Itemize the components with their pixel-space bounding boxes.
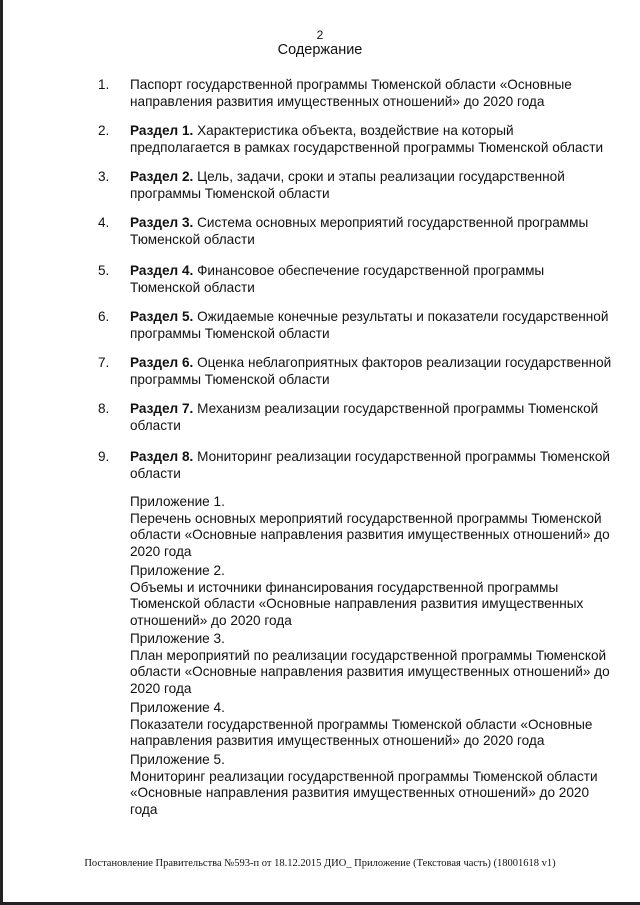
appendix-4: [130, 700, 610, 750]
toc-item-text: Раздел 3. Система основных мероприятий государственной программы Тюменской области: [130, 215, 589, 247]
toc-item-text: Раздел 8. Мониторинг реализации государственной программы Тюменской области: [130, 449, 611, 481]
appendix-2: [130, 563, 610, 629]
toc-item-number: 1.: [98, 77, 110, 92]
toc-item-text: Раздел 5. Ожидаемые конечные результаты и показатели государственной программы Тюменской области: [130, 309, 609, 341]
toc-item-number: 9.: [98, 449, 110, 464]
toc-item-number: 4.: [98, 215, 110, 230]
section-label: Раздел 5.: [130, 309, 194, 324]
toc-item-text: Раздел 4. Финансовое обеспечение государственной программы Тюменской области: [130, 263, 545, 295]
toc-item-number: 6.: [98, 309, 110, 324]
appendix-label: Приложение 3.: [130, 631, 225, 646]
toc-item-number: 2.: [98, 123, 110, 138]
appendix-5: [130, 752, 610, 818]
appendix-3: [130, 631, 610, 697]
appendix-text: Мониторинг реализации государственной программы Тюменской области «Основные направления развития имущественных отношений» до 2020 года: [130, 768, 598, 817]
section-label: Раздел 4.: [130, 263, 194, 278]
toc-item-number: 8.: [98, 401, 110, 416]
toc-item-number: 3.: [98, 169, 110, 184]
appendix-label: Приложение 4.: [130, 700, 225, 715]
toc-item-number: 7.: [98, 355, 110, 370]
appendix-label: Приложение 5.: [130, 752, 225, 767]
section-label: Раздел 2.: [130, 169, 194, 184]
section-label: Раздел 8.: [130, 449, 194, 464]
appendix-text: Показатели государственной программы Тюменской области «Основные направления развития имущественных отношений» до 2020 года: [130, 716, 593, 748]
scan-border-left: [0, 0, 3, 905]
toc-item-number: 5.: [98, 263, 110, 278]
appendix-1: [130, 494, 610, 560]
toc-item-text: Раздел 1. Характеристика объекта, воздействие на который предполагается в рамках государственной программы Тюменской области: [130, 123, 604, 155]
appendix-label: Приложение 1.: [130, 494, 225, 509]
appendix-text: Перечень основных мероприятий государственной программы Тюменской области «Основные направления развития имущественных отношений» до 2020 года: [130, 510, 610, 559]
toc-item-text: Раздел 2. Цель, задачи, сроки и этапы реализации государственной программы Тюменской области: [130, 169, 565, 201]
appendix-text: План мероприятий по реализации государственной программы Тюменской области «Основные направления развития имущественных отношений» до 2020 года: [130, 647, 610, 696]
toc-item-text: Раздел 6. Оценка неблагоприятных факторов реализации государственной программы Тюменской области: [130, 355, 612, 387]
document-footer: Постановление Правительства №593-п от 18.12.2015 ДИО_ Приложение (Текстовая часть) (18001618 v1): [84, 858, 556, 869]
appendix-text: Объемы и источники финансирования государственной программы Тюменской области «Основные направления развития имущественных отношений» до 2020 года: [130, 579, 584, 628]
section-label: Раздел 3.: [130, 215, 194, 230]
section-label: Раздел 6.: [130, 355, 194, 370]
page-number: 2: [316, 28, 324, 42]
toc-item-text: Паспорт государственной программы Тюменской области «Основные направления развития имущественных отношений» до 2020 года: [130, 77, 572, 109]
appendix-label: Приложение 2.: [130, 563, 225, 578]
section-label: Раздел 7.: [130, 401, 194, 416]
section-label: Раздел 1.: [130, 123, 194, 138]
toc-item-text: Раздел 7. Механизм реализации государственной программы Тюменской области: [130, 401, 599, 433]
page-title: Содержание: [277, 42, 363, 58]
